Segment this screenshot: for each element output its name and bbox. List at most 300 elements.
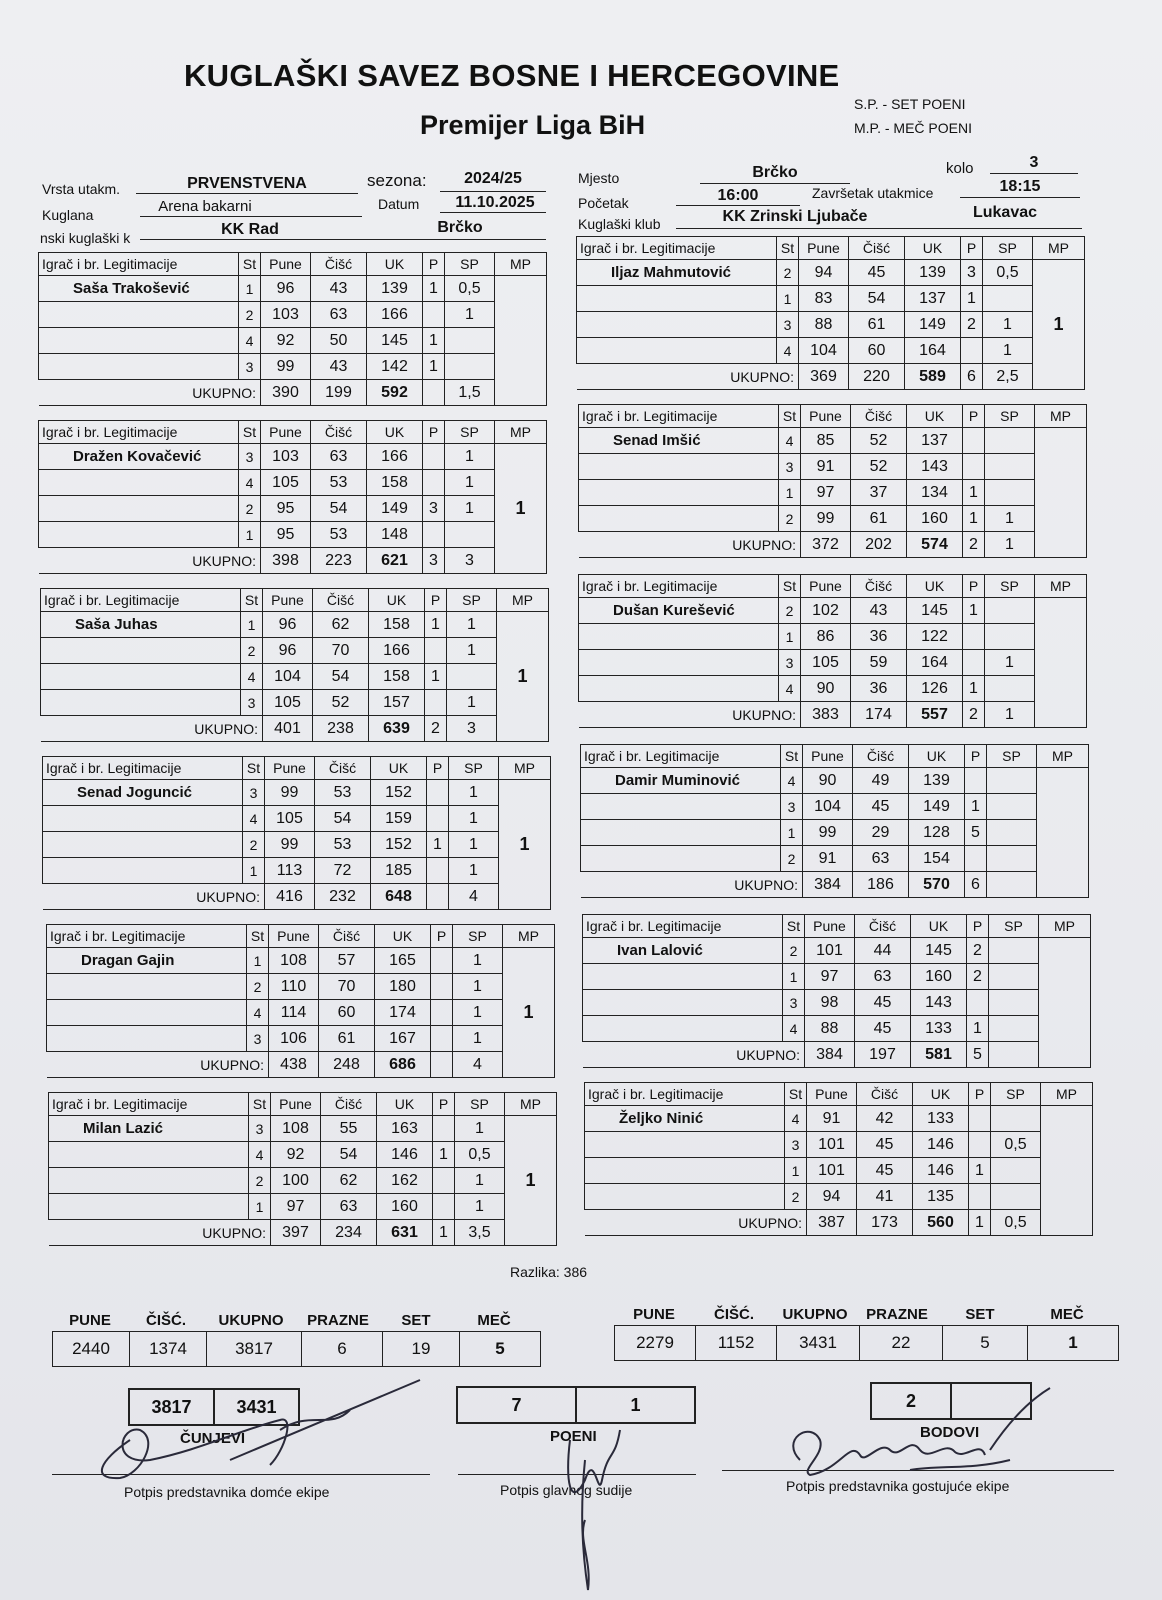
- set-points-col-header: SP: [447, 589, 497, 612]
- set-total: 152: [371, 780, 427, 806]
- set-lane: 2: [779, 598, 801, 624]
- total-misses: [423, 380, 445, 406]
- set-clear: 44: [855, 938, 911, 964]
- clear-col-header: Čišć: [857, 1083, 913, 1106]
- lane-col-header: St: [241, 589, 263, 612]
- set-set-points: [447, 664, 497, 690]
- set-lane: 1: [779, 624, 801, 650]
- total-label: UKUPNO:: [579, 532, 801, 558]
- match-points: [1035, 598, 1087, 728]
- set-lane: 3: [785, 1132, 807, 1158]
- total-pins: 639: [369, 716, 425, 742]
- home-player-block: [48, 1092, 556, 1246]
- set-lane: 1: [777, 286, 799, 312]
- player-name-cell: [41, 690, 241, 716]
- lane-col-header: St: [247, 925, 269, 948]
- total-misses: 2: [425, 716, 447, 742]
- set-set-points: [985, 676, 1035, 702]
- total-col-header: UK: [371, 757, 427, 780]
- player-col-header: Igrač i br. Legitimacije: [585, 1083, 785, 1106]
- set-misses: 1: [423, 354, 445, 380]
- set-lane: 2: [783, 938, 805, 964]
- clear-col-header: Čišć: [853, 745, 909, 768]
- match-points: 1: [503, 948, 555, 1078]
- clear-col-header: Čišć: [315, 757, 371, 780]
- set-clear: 52: [851, 454, 907, 480]
- set-misses: 1: [967, 1016, 989, 1042]
- place-label: Mjesto: [578, 170, 620, 186]
- set-set-points: [989, 964, 1039, 990]
- set-total: 145: [367, 328, 423, 354]
- set-total: 133: [913, 1106, 969, 1132]
- lane-col-header: St: [783, 915, 805, 938]
- set-full: 105: [263, 690, 313, 716]
- set-full: 110: [269, 974, 319, 1000]
- set-total: 143: [911, 990, 967, 1016]
- set-set-points: 0,5: [991, 1132, 1041, 1158]
- home-player-block: [42, 756, 550, 910]
- venue-label: Kuglana: [42, 207, 94, 223]
- away-player-block: [580, 744, 1088, 898]
- clear-col-header: Čišć: [851, 575, 907, 598]
- set-clear: 29: [853, 820, 909, 846]
- total-pins: 560: [913, 1210, 969, 1236]
- set-lane: 3: [781, 794, 803, 820]
- total-misses: 1: [969, 1210, 991, 1236]
- total-full: 387: [807, 1210, 857, 1236]
- set-total: 180: [375, 974, 431, 1000]
- set-clear: 45: [855, 990, 911, 1016]
- set-lane: 2: [777, 260, 799, 286]
- set-points-col-header: SP: [983, 237, 1033, 260]
- lane-col-header: St: [239, 253, 261, 276]
- home-player-block: [46, 924, 554, 1078]
- points-home: 7: [457, 1387, 576, 1423]
- summary-header-match: MEČ: [477, 1312, 511, 1329]
- set-total: 154: [909, 846, 965, 872]
- match-points-col-header: MP: [495, 421, 547, 444]
- set-clear: 54: [313, 664, 369, 690]
- match-points: 1: [505, 1116, 557, 1246]
- set-set-points: [987, 846, 1037, 872]
- total-col-header: UK: [909, 745, 965, 768]
- set-full: 101: [807, 1132, 857, 1158]
- set-misses: 1: [963, 676, 985, 702]
- home-club-value: KK Rad: [221, 221, 279, 238]
- set-lane: 4: [241, 664, 263, 690]
- set-misses: [967, 990, 989, 1016]
- set-set-points: [991, 1184, 1041, 1210]
- misses-col-header: P: [423, 421, 445, 444]
- set-set-points: [985, 428, 1035, 454]
- set-full: 99: [265, 780, 315, 806]
- summary-full: 2440: [53, 1332, 130, 1367]
- player-name-cell: [41, 638, 241, 664]
- set-full: 105: [265, 806, 315, 832]
- set-set-points: 0,5: [983, 260, 1033, 286]
- total-label: UKUPNO:: [581, 872, 803, 898]
- set-lane: 2: [785, 1184, 807, 1210]
- set-misses: [427, 858, 449, 884]
- date-label: Datum: [378, 196, 420, 212]
- set-total: 134: [907, 480, 963, 506]
- pins-label: ČUNJEVI: [180, 1430, 246, 1447]
- set-full: 104: [799, 338, 849, 364]
- total-label: UKUPNO:: [43, 884, 265, 910]
- set-clear: 61: [319, 1026, 375, 1052]
- player-name: Saša Juhas: [41, 612, 241, 638]
- player-col-header: Igrač i br. Legitimacije: [577, 237, 777, 260]
- summary-header-match: MEČ: [1050, 1306, 1084, 1323]
- full-col-header: Pune: [261, 253, 311, 276]
- clear-col-header: Čišć: [311, 421, 367, 444]
- set-misses: [433, 1168, 455, 1194]
- total-misses: 6: [965, 872, 987, 898]
- player-name-cell: [39, 328, 239, 354]
- full-col-header: Pune: [801, 405, 851, 428]
- total-set-points: 1: [985, 532, 1035, 558]
- set-full: 106: [269, 1026, 319, 1052]
- total-set-points: 3: [447, 716, 497, 742]
- match-points: [1041, 1106, 1093, 1236]
- league-title: Premijer Liga BiH: [420, 110, 646, 140]
- set-clear: 72: [315, 858, 371, 884]
- total-full: 401: [263, 716, 313, 742]
- total-misses: 1: [433, 1220, 455, 1246]
- total-misses: [427, 884, 449, 910]
- set-set-points: [985, 598, 1035, 624]
- set-set-points: 1: [449, 780, 499, 806]
- set-lane: 1: [783, 964, 805, 990]
- set-lane: 2: [779, 506, 801, 532]
- player-name: Milan Lazić: [49, 1116, 249, 1142]
- set-misses: [961, 338, 983, 364]
- set-set-points: 1: [453, 1026, 503, 1052]
- total-pins: 686: [375, 1052, 431, 1078]
- set-set-points: 1: [445, 470, 495, 496]
- set-full: 96: [263, 638, 313, 664]
- set-lane: 4: [779, 428, 801, 454]
- start-value: 16:00: [717, 187, 759, 204]
- set-misses: [433, 1194, 455, 1220]
- player-name-cell: [43, 806, 243, 832]
- set-clear: 63: [321, 1194, 377, 1220]
- set-set-points: 1: [447, 638, 497, 664]
- misses-col-header: P: [963, 575, 985, 598]
- match-points-col-header: MP: [497, 589, 549, 612]
- match-points: 1: [499, 780, 551, 910]
- set-clear: 45: [857, 1132, 913, 1158]
- set-misses: [963, 650, 985, 676]
- set-full: 103: [261, 302, 311, 328]
- summary-match: 5: [460, 1332, 541, 1367]
- player-name-cell: [581, 794, 781, 820]
- legend-match-points: M.P. - MEČ POENI: [854, 120, 972, 136]
- match-points: [1039, 938, 1091, 1068]
- set-total: 166: [367, 444, 423, 470]
- player-name-cell: [43, 858, 243, 884]
- set-clear: 42: [857, 1106, 913, 1132]
- set-total: 143: [907, 454, 963, 480]
- set-misses: [969, 1132, 991, 1158]
- player-col-header: Igrač i br. Legitimacije: [581, 745, 781, 768]
- set-set-points: 1: [455, 1116, 505, 1142]
- set-clear: 63: [853, 846, 909, 872]
- set-clear: 70: [313, 638, 369, 664]
- home-player-block: [40, 588, 548, 742]
- set-full: 100: [271, 1168, 321, 1194]
- set-total: 160: [907, 506, 963, 532]
- set-total: 165: [375, 948, 431, 974]
- set-misses: [427, 806, 449, 832]
- set-lane: 1: [779, 480, 801, 506]
- lane-col-header: St: [779, 575, 801, 598]
- set-misses: 1: [963, 506, 985, 532]
- set-clear: 54: [315, 806, 371, 832]
- summary-header-full: PUNE: [69, 1312, 111, 1329]
- home-signature-label: Potpis predstavnika domće ekipe: [124, 1484, 330, 1500]
- total-clear: 186: [853, 872, 909, 898]
- clear-col-header: Čišć: [321, 1093, 377, 1116]
- set-full: 96: [261, 276, 311, 302]
- player-name-cell: [39, 354, 239, 380]
- player-name-cell: [49, 1194, 249, 1220]
- clear-col-header: Čišć: [311, 253, 367, 276]
- set-full: 91: [801, 454, 851, 480]
- set-total: 126: [907, 676, 963, 702]
- total-col-header: UK: [369, 589, 425, 612]
- away-city-value: Lukavac: [972, 204, 1038, 221]
- away-player-block: [578, 404, 1086, 558]
- set-full: 90: [801, 676, 851, 702]
- set-set-points: [989, 990, 1039, 1016]
- set-full: 105: [261, 470, 311, 496]
- set-misses: 2: [967, 938, 989, 964]
- set-set-points: [985, 454, 1035, 480]
- set-misses: [425, 638, 447, 664]
- set-total: 128: [909, 820, 965, 846]
- set-lane: 3: [241, 690, 263, 716]
- player-name: Dražen Kovačević: [39, 444, 239, 470]
- total-label: UKUPNO:: [47, 1052, 269, 1078]
- total-pins: 581: [911, 1042, 967, 1068]
- set-set-points: 1: [449, 858, 499, 884]
- set-points-col-header: SP: [455, 1093, 505, 1116]
- set-set-points: [445, 328, 495, 354]
- set-clear: 57: [319, 948, 375, 974]
- set-misses: 2: [961, 312, 983, 338]
- away-summary: [614, 1306, 1119, 1361]
- set-set-points: 1: [985, 506, 1035, 532]
- set-set-points: 1: [453, 1000, 503, 1026]
- set-misses: [969, 1106, 991, 1132]
- set-set-points: 1: [447, 612, 497, 638]
- full-col-header: Pune: [807, 1083, 857, 1106]
- total-set-points: [989, 1042, 1039, 1068]
- total-label: UKUPNO:: [577, 364, 799, 390]
- match-points: 1: [497, 612, 549, 742]
- full-col-header: Pune: [265, 757, 315, 780]
- total-clear: 238: [313, 716, 369, 742]
- set-points-col-header: SP: [991, 1083, 1041, 1106]
- set-clear: 49: [853, 768, 909, 794]
- total-col-header: UK: [907, 575, 963, 598]
- set-total: 139: [909, 768, 965, 794]
- full-col-header: Pune: [805, 915, 855, 938]
- set-total: 139: [367, 276, 423, 302]
- summary-header-empty: PRAZNE: [866, 1306, 928, 1323]
- clear-col-header: Čišć: [855, 915, 911, 938]
- set-lane: 3: [779, 454, 801, 480]
- set-full: 86: [801, 624, 851, 650]
- set-set-points: [983, 286, 1033, 312]
- set-lane: 1: [241, 612, 263, 638]
- misses-col-header: P: [963, 405, 985, 428]
- set-total: 174: [375, 1000, 431, 1026]
- match-points: [1035, 428, 1087, 558]
- player-name-cell: [579, 454, 779, 480]
- set-misses: 1: [423, 328, 445, 354]
- set-full: 104: [263, 664, 313, 690]
- federation-title: KUGLAŠKI SAVEZ BOSNE I HERCEGOVINE: [184, 58, 840, 93]
- set-clear: 61: [849, 312, 905, 338]
- set-misses: 1: [427, 832, 449, 858]
- set-misses: [969, 1184, 991, 1210]
- total-pins: 574: [907, 532, 963, 558]
- total-set-points: 4: [453, 1052, 503, 1078]
- player-name: Ivan Lalović: [583, 938, 783, 964]
- misses-col-header: P: [965, 745, 987, 768]
- total-full: 372: [801, 532, 851, 558]
- match-points: 1: [495, 444, 547, 574]
- away-player-block: [576, 236, 1084, 390]
- set-clear: 52: [851, 428, 907, 454]
- summary-header-set: SET: [401, 1312, 431, 1329]
- summary-full: 2279: [615, 1326, 696, 1361]
- total-clear: 220: [849, 364, 905, 390]
- set-lane: 2: [239, 496, 261, 522]
- set-lane: 2: [247, 974, 269, 1000]
- match-points: [495, 276, 547, 406]
- summary-header-empty: PRAZNE: [307, 1312, 369, 1329]
- set-clear: 45: [853, 794, 909, 820]
- set-misses: 1: [961, 286, 983, 312]
- set-set-points: 1: [445, 444, 495, 470]
- set-lane: 2: [243, 832, 265, 858]
- set-full: 99: [261, 354, 311, 380]
- player-col-header: Igrač i br. Legitimacije: [47, 925, 247, 948]
- total-full: 369: [799, 364, 849, 390]
- set-clear: 50: [311, 328, 367, 354]
- set-misses: 2: [967, 964, 989, 990]
- set-total: 149: [909, 794, 965, 820]
- set-total: 158: [369, 612, 425, 638]
- player-col-header: Igrač i br. Legitimacije: [583, 915, 783, 938]
- clear-col-header: Čišć: [849, 237, 905, 260]
- total-pins: 589: [905, 364, 961, 390]
- set-full: 97: [805, 964, 855, 990]
- set-lane: 4: [785, 1106, 807, 1132]
- set-clear: 43: [311, 354, 367, 380]
- set-points-col-header: SP: [985, 575, 1035, 598]
- referee-signature-drawing: [540, 1420, 650, 1600]
- set-full: 94: [799, 260, 849, 286]
- set-clear: 60: [849, 338, 905, 364]
- away-club-label: Kuglaški klub: [578, 216, 661, 232]
- set-full: 96: [263, 612, 313, 638]
- total-label: UKUPNO:: [583, 1042, 805, 1068]
- player-name-cell: [583, 990, 783, 1016]
- set-set-points: 1: [455, 1168, 505, 1194]
- set-total: 158: [369, 664, 425, 690]
- total-set-points: 3,5: [455, 1220, 505, 1246]
- lane-col-header: St: [785, 1083, 807, 1106]
- player-name-cell: [577, 286, 777, 312]
- set-full: 105: [801, 650, 851, 676]
- set-lane: 3: [239, 354, 261, 380]
- set-clear: 45: [857, 1158, 913, 1184]
- total-col-header: UK: [375, 925, 431, 948]
- set-lane: 1: [785, 1158, 807, 1184]
- set-misses: 1: [425, 612, 447, 638]
- player-name-cell: [39, 302, 239, 328]
- set-set-points: 1: [445, 302, 495, 328]
- total-full: 384: [803, 872, 853, 898]
- set-lane: 4: [249, 1142, 271, 1168]
- set-clear: 43: [311, 276, 367, 302]
- full-col-header: Pune: [803, 745, 853, 768]
- set-full: 99: [801, 506, 851, 532]
- set-set-points: 1: [453, 974, 503, 1000]
- set-clear: 63: [311, 444, 367, 470]
- total-misses: 2: [963, 702, 985, 728]
- away-club-value: KK Zrinski Ljubače: [722, 208, 868, 225]
- total-misses: 3: [423, 548, 445, 574]
- set-total: 137: [905, 286, 961, 312]
- set-misses: 1: [423, 276, 445, 302]
- set-set-points: [991, 1106, 1041, 1132]
- set-total: 162: [377, 1168, 433, 1194]
- set-full: 90: [803, 768, 853, 794]
- round-label: kolo: [946, 160, 974, 177]
- summary-header-full: PUNE: [633, 1306, 675, 1323]
- set-set-points: 1: [455, 1194, 505, 1220]
- set-set-points: [985, 480, 1035, 506]
- total-set-points: [987, 872, 1037, 898]
- player-name-cell: [579, 624, 779, 650]
- set-lane: 4: [247, 1000, 269, 1026]
- set-clear: 41: [857, 1184, 913, 1210]
- season-label: sezona:: [367, 171, 427, 190]
- set-total: 135: [913, 1184, 969, 1210]
- set-clear: 53: [315, 780, 371, 806]
- set-misses: [965, 846, 987, 872]
- set-total: 157: [369, 690, 425, 716]
- set-full: 98: [805, 990, 855, 1016]
- total-clear: 173: [857, 1210, 913, 1236]
- set-set-points: [989, 1016, 1039, 1042]
- total-set-points: 1: [985, 702, 1035, 728]
- lane-col-header: St: [249, 1093, 271, 1116]
- player-name-cell: [39, 470, 239, 496]
- referee-signature-label: Potpis glavnog sudije: [500, 1482, 633, 1498]
- player-name-cell: [577, 312, 777, 338]
- set-set-points: 1: [449, 832, 499, 858]
- total-set-points: 2,5: [983, 364, 1033, 390]
- set-total: 146: [913, 1132, 969, 1158]
- set-lane: 2: [781, 846, 803, 872]
- set-misses: 1: [433, 1142, 455, 1168]
